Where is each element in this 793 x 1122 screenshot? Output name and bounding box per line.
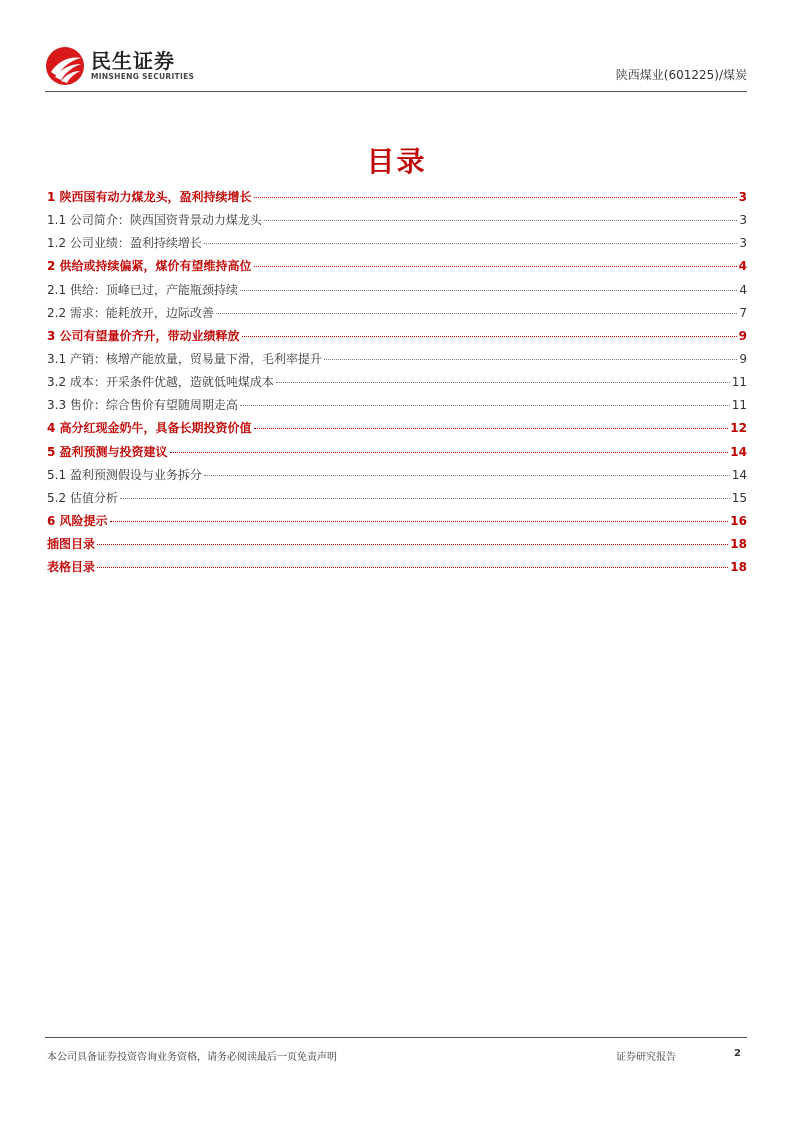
toc-entry[interactable] [47, 558, 747, 581]
toc-entry[interactable] [47, 512, 747, 535]
footer-divider [45, 1037, 747, 1038]
toc-leader-dots [324, 359, 737, 360]
toc-entry[interactable] [47, 304, 747, 327]
toc-entry-label: 4 高分红现金奶牛，具备长期投资价值 [47, 421, 252, 436]
toc-entry[interactable] [47, 373, 747, 396]
toc-entry-label: 插图目录 [47, 537, 96, 552]
toc-entry-page: 4 [738, 259, 747, 274]
toc-entry[interactable] [47, 257, 747, 280]
toc-entry-label: 表格目录 [47, 560, 96, 575]
toc-entry-page: 15 [731, 490, 747, 505]
table-of-contents [47, 188, 747, 581]
toc-entry-label: 5.1 盈利预测假设与业务拆分 [47, 467, 202, 482]
footer-page-number: 2 [734, 1048, 741, 1059]
toc-entry[interactable] [47, 419, 747, 442]
page-title: 目录 [366, 145, 427, 178]
toc-leader-dots [240, 405, 730, 406]
toc-entry[interactable] [47, 234, 747, 257]
toc-entry-label: 2.2 需求：能耗放开，边际改善 [47, 305, 214, 320]
toc-entry-page: 3 [739, 213, 747, 228]
page-header [45, 44, 747, 92]
toc-leader-dots [120, 498, 730, 499]
toc-entry-label: 3.3 售价：综合售价有望随周期走高 [47, 398, 238, 413]
toc-entry-page: 14 [731, 467, 747, 482]
toc-entry-label: 3.2 成本：开采条件优越，造就低吨煤成本 [47, 375, 274, 390]
toc-entry-page: 9 [738, 328, 747, 343]
toc-leader-dots [240, 290, 737, 291]
toc-entry-label: 2.1 供给：顶峰已过，产能瓶颈持续 [47, 282, 238, 297]
toc-entry[interactable] [47, 466, 747, 489]
toc-entry-page: 16 [730, 513, 747, 528]
toc-entry-page: 18 [730, 560, 747, 575]
toc-entry[interactable] [47, 396, 747, 419]
toc-leader-dots [97, 567, 728, 568]
toc-entry-label: 1.2 公司业绩：盈利持续增长 [47, 236, 202, 251]
logo-english-name: MINSHENG SECURITIES [91, 72, 195, 81]
toc-leader-dots [242, 336, 737, 337]
toc-entry-page: 12 [730, 421, 747, 436]
toc-leader-dots [254, 197, 737, 198]
toc-entry-page: 3 [739, 236, 747, 251]
toc-entry-label: 1 陕西国有动力煤龙头，盈利持续增长 [47, 190, 252, 204]
toc-entry-page: 9 [739, 351, 747, 366]
toc-entry-label: 6 风险提示 [47, 513, 108, 528]
toc-entry[interactable] [47, 489, 747, 512]
toc-leader-dots [204, 243, 737, 244]
toc-entry[interactable] [47, 188, 747, 211]
toc-leader-dots [254, 266, 737, 267]
toc-entry[interactable] [47, 281, 747, 304]
toc-leader-dots [254, 428, 729, 429]
toc-entry-label: 5.2 估值分析 [47, 490, 118, 505]
toc-entry-label: 5 盈利预测与投资建议 [47, 444, 168, 459]
toc-entry-page: 4 [739, 282, 747, 297]
header-divider [45, 91, 747, 92]
toc-entry-page: 14 [730, 444, 747, 459]
footer-report-type: 证券研究报告 [616, 1052, 676, 1063]
toc-entry-page: 11 [731, 398, 747, 413]
toc-entry[interactable] [47, 535, 747, 558]
toc-leader-dots [276, 382, 730, 383]
toc-entry[interactable] [47, 211, 747, 234]
toc-entry[interactable] [47, 443, 747, 466]
toc-entry-page: 18 [730, 537, 747, 552]
toc-entry-page: 7 [739, 305, 747, 320]
toc-entry[interactable] [47, 327, 747, 350]
logo-chinese-name: 民生证券 [91, 49, 175, 73]
toc-entry-page: 3 [738, 190, 747, 204]
toc-leader-dots [97, 544, 728, 545]
toc-leader-dots [204, 475, 730, 476]
toc-entry[interactable] [47, 350, 747, 373]
footer-disclaimer: 本公司具备证券投资咨询业务资格，请务必阅读最后一页免责声明 [47, 1052, 337, 1063]
toc-leader-dots [264, 220, 737, 221]
toc-leader-dots [216, 313, 737, 314]
company-logo [45, 44, 194, 88]
toc-entry-page: 11 [731, 375, 747, 390]
toc-leader-dots [170, 452, 729, 453]
minsheng-logo-icon [45, 46, 85, 86]
toc-entry-label: 3.1 产销：核增产能放量，贸易量下滑，毛利率提升 [47, 351, 322, 366]
toc-leader-dots [110, 521, 729, 522]
toc-entry-label: 1.1 公司简介：陕西国资背景动力煤龙头 [47, 213, 262, 228]
toc-entry-label: 2 供给或持续偏紧，煤价有望维持高位 [47, 259, 252, 274]
toc-entry-label: 3 公司有望量价齐升，带动业绩释放 [47, 328, 240, 343]
report-subject: 陕西煤业(601225)/煤炭 [615, 68, 747, 82]
